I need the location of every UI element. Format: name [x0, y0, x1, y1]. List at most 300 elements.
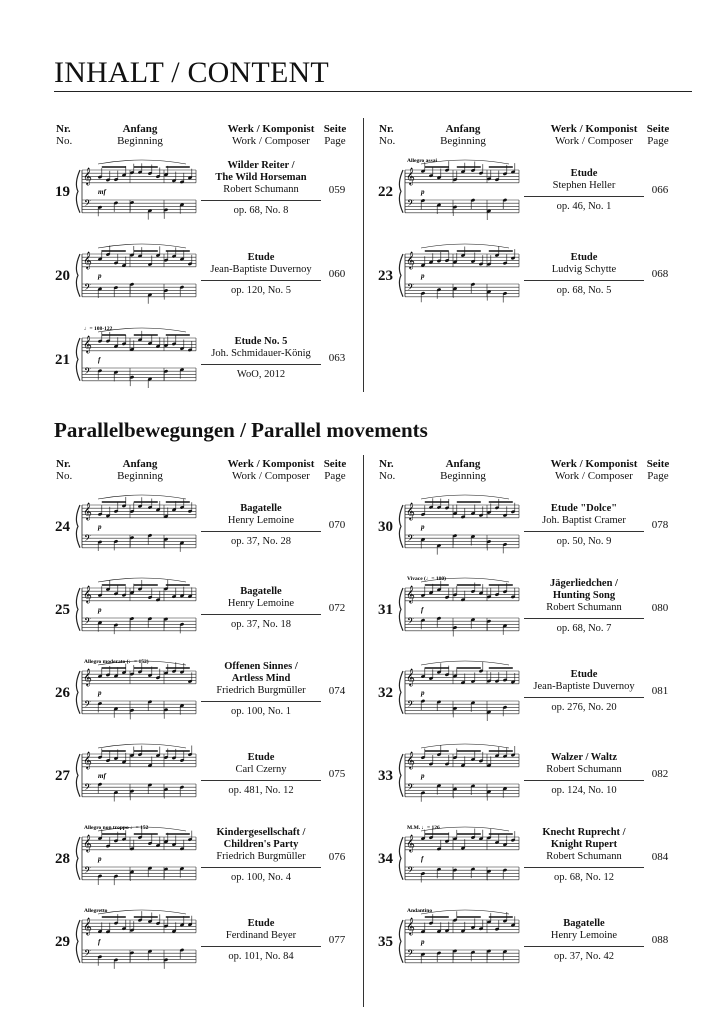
entry-work-info	[524, 827, 644, 884]
work-title: Knight Rupert	[550, 839, 618, 850]
brace	[76, 837, 80, 880]
bass-clef-icon: 𝄢	[84, 198, 92, 211]
work-title: Etude	[570, 669, 598, 680]
entry-score	[72, 657, 198, 731]
treble-clef-icon: 𝄞	[406, 917, 415, 935]
composer-name: Friedrich Burgmüller	[216, 685, 306, 696]
column-header-work	[211, 123, 331, 147]
opus-number: op. 37, No. 18	[201, 614, 321, 631]
content-entry	[52, 574, 357, 654]
music-incipit	[72, 740, 198, 814]
entry-score	[72, 823, 198, 897]
column-header-nr	[379, 458, 403, 482]
composer-name: Friedrich Burgmüller	[216, 851, 306, 862]
entry-work-info	[201, 752, 321, 797]
staff-system	[399, 751, 519, 797]
content-entry	[375, 823, 680, 903]
notes	[98, 495, 193, 552]
dynamic-marking: p	[98, 854, 102, 863]
page-number: 080	[651, 602, 669, 614]
treble-clef-icon: 𝄞	[83, 335, 92, 353]
treble-clef-icon: 𝄞	[406, 585, 415, 603]
music-incipit	[395, 657, 521, 731]
column-header-work-de: Werk / Komponist	[227, 123, 315, 135]
slur	[421, 495, 509, 499]
content-entry	[375, 906, 680, 986]
composer-name: Robert Schumann	[546, 764, 622, 775]
entry-number: 28	[55, 851, 70, 867]
entry-work-info	[524, 918, 644, 963]
composer-name: Stephen Heller	[552, 180, 616, 191]
treble-clef-icon: 𝄞	[83, 668, 92, 686]
work-title: Etude	[247, 252, 275, 263]
staff-system	[399, 251, 519, 297]
opus-number: op. 276, No. 20	[524, 697, 644, 714]
entry-work-info	[524, 669, 644, 714]
bass-clef-icon: 𝄢	[407, 865, 415, 878]
entry-number: 34	[378, 851, 393, 867]
entry-number: 26	[55, 685, 70, 701]
column-header-page	[641, 458, 675, 482]
entry-number: 35	[378, 934, 393, 950]
opus-number: op. 120, No. 5	[201, 280, 321, 297]
music-incipit	[395, 906, 521, 980]
column-header-page-de: Seite	[323, 123, 347, 135]
entry-work-info	[201, 661, 321, 718]
work-title: Bagatelle	[240, 503, 282, 514]
notes	[421, 495, 516, 555]
entry-number: 31	[378, 602, 393, 618]
column-header-beginning-de: Anfang	[445, 123, 481, 135]
entry-score	[72, 156, 198, 230]
dynamic-marking: f	[98, 355, 101, 364]
section-title: Parallelbewegungen / Parallel movements	[54, 418, 428, 442]
opus-number: op. 37, No. 28	[201, 531, 321, 548]
work-title: Bagatelle	[240, 586, 282, 597]
opus-number: op. 481, No. 12	[201, 780, 321, 797]
opus-number: WoO, 2012	[201, 364, 321, 381]
work-title: Walzer / Waltz	[550, 752, 618, 763]
column-header-beginning-de: Anfang	[122, 123, 158, 135]
bass-clef-icon: 𝄢	[84, 282, 92, 295]
column-header-nr-en: No.	[379, 470, 396, 482]
tempo-marking: Allegro non troppo ♩= 152	[84, 825, 149, 831]
brace	[399, 254, 403, 297]
staff-system	[76, 167, 196, 213]
composer-name: Robert Schumann	[223, 184, 299, 195]
bass-clef-icon: 𝄢	[407, 282, 415, 295]
column-header-nr-de: Nr.	[379, 123, 394, 135]
column-header-page	[318, 458, 352, 482]
entry-work-info	[524, 252, 644, 297]
bass-clef-icon: 𝄢	[84, 782, 92, 795]
content-entry	[52, 491, 357, 571]
entry-number: 20	[55, 268, 70, 284]
entry-score	[72, 240, 198, 314]
column-header-work-en: Work / Composer	[555, 470, 633, 482]
column-header-beginning	[100, 123, 180, 147]
work-title: Bagatelle	[563, 918, 605, 929]
tempo-marking: Allegro moderato (♩= 152)	[84, 659, 149, 665]
dynamic-marking: p	[421, 187, 425, 196]
column-header-work	[534, 123, 654, 147]
content-entry	[52, 156, 357, 236]
bass-clef-icon: 𝄢	[407, 533, 415, 546]
column-header-beginning-en: Beginning	[117, 135, 163, 147]
entry-number: 32	[378, 685, 393, 701]
column-header-page-de: Seite	[646, 458, 670, 470]
column-header-work-de: Werk / Komponist	[550, 458, 638, 470]
staff-system	[76, 335, 196, 381]
music-incipit	[72, 823, 198, 897]
entry-score	[395, 491, 521, 565]
staff-system	[76, 917, 196, 963]
bass-clef-icon: 𝄢	[407, 699, 415, 712]
column-header-beginning	[100, 458, 180, 482]
entry-score	[72, 740, 198, 814]
page-number: 088	[651, 934, 669, 946]
column-header-nr-en: No.	[379, 135, 396, 147]
column-header-page-de: Seite	[323, 458, 347, 470]
page-number: 070	[328, 519, 346, 531]
content-entry	[375, 657, 680, 737]
entry-score	[72, 574, 198, 648]
treble-clef-icon: 𝄞	[406, 167, 415, 185]
entry-work-info	[201, 336, 321, 381]
composer-name: Jean-Baptiste Duvernoy	[533, 681, 635, 692]
page-number: 076	[328, 851, 346, 863]
work-title: Jägerliedchen /	[550, 578, 618, 589]
slur	[421, 744, 509, 748]
page-number: 077	[328, 934, 346, 946]
treble-clef-icon: 𝄞	[83, 585, 92, 603]
dynamic-marking: p	[421, 271, 425, 280]
entry-work-info	[524, 168, 644, 213]
entry-number: 23	[378, 268, 393, 284]
notes	[421, 744, 516, 802]
brace	[399, 505, 403, 548]
page-number: 081	[651, 685, 669, 697]
entry-number: 30	[378, 519, 393, 535]
dynamic-marking: p	[421, 771, 425, 780]
column-header-page-en: Page	[324, 470, 346, 482]
bass-clef-icon: 𝄢	[84, 865, 92, 878]
bass-clef-icon: 𝄢	[84, 366, 92, 379]
entry-work-info	[201, 918, 321, 963]
opus-number: op. 100, No. 4	[201, 867, 321, 884]
entry-work-info	[201, 503, 321, 548]
slur	[421, 661, 509, 665]
column-header-beginning-de: Anfang	[445, 458, 481, 470]
page-number: 060	[328, 268, 346, 280]
staff-system	[399, 834, 519, 880]
entry-score	[395, 156, 521, 230]
dynamic-marking: mf	[98, 771, 106, 780]
entry-number: 29	[55, 934, 70, 950]
tempo-marking: ♩= 108-122	[84, 326, 113, 332]
bass-clef-icon: 𝄢	[407, 198, 415, 211]
music-incipit	[395, 156, 521, 230]
staff-system	[76, 585, 196, 631]
column-header-work-de: Werk / Komponist	[227, 458, 315, 470]
composer-name: Joh. Baptist Cramer	[542, 515, 626, 526]
column-header-page-de: Seite	[646, 123, 670, 135]
column-header-nr-de: Nr.	[56, 458, 71, 470]
entry-work-info	[201, 252, 321, 297]
music-incipit	[395, 491, 521, 565]
entry-work-info	[201, 827, 321, 884]
work-title: Etude	[570, 252, 598, 263]
notes	[98, 578, 193, 634]
column-header-beginning	[423, 458, 503, 482]
treble-clef-icon: 𝄞	[406, 668, 415, 686]
entry-work-info	[201, 160, 321, 217]
tempo-marking: Vivace (♩= 100)	[407, 576, 446, 582]
work-title: Etude	[247, 752, 275, 763]
notes	[98, 744, 193, 801]
dynamic-marking: p	[98, 522, 102, 531]
staff-system	[399, 167, 519, 213]
content-entry	[52, 740, 357, 820]
content-entry	[52, 324, 357, 404]
brace	[76, 505, 80, 548]
opus-number: op. 100, No. 1	[201, 701, 321, 718]
content-entry	[375, 240, 680, 320]
work-title: Etude	[247, 918, 275, 929]
music-incipit	[72, 240, 198, 314]
treble-clef-icon: 𝄞	[83, 834, 92, 852]
staff-system	[76, 751, 196, 797]
entry-score	[72, 906, 198, 980]
content-entry	[375, 156, 680, 236]
brace	[399, 920, 403, 963]
column-header-work	[211, 458, 331, 482]
page-number: 059	[328, 184, 346, 196]
dynamic-marking: p	[98, 271, 102, 280]
treble-clef-icon: 𝄞	[83, 751, 92, 769]
column-header-nr-de: Nr.	[56, 123, 71, 135]
entry-score	[395, 906, 521, 980]
staff-system	[76, 668, 196, 714]
opus-number: op. 124, No. 10	[524, 780, 644, 797]
entry-number: 25	[55, 602, 70, 618]
page-number: 072	[328, 602, 346, 614]
content-entry	[375, 491, 680, 571]
dynamic-marking: f	[98, 937, 101, 946]
brace	[399, 588, 403, 631]
page-number: 075	[328, 768, 346, 780]
music-incipit	[395, 740, 521, 814]
brace	[76, 170, 80, 213]
work-title: Kindergesellschaft /	[216, 827, 306, 838]
composer-name: Ludvig Schytte	[551, 264, 617, 275]
content-entry	[52, 823, 357, 903]
entry-number: 19	[55, 184, 70, 200]
content-entry	[375, 740, 680, 820]
tempo-marking: Andantino	[407, 908, 433, 914]
notes	[98, 244, 193, 304]
entry-score	[72, 491, 198, 565]
work-title: Hunting Song	[552, 590, 616, 601]
dynamic-marking: p	[421, 688, 425, 697]
column-header-page-en: Page	[324, 135, 346, 147]
column-header-page-en: Page	[647, 135, 669, 147]
opus-number: op. 37, No. 42	[524, 946, 644, 963]
brace	[76, 671, 80, 714]
music-incipit	[395, 574, 521, 648]
column-header-page-en: Page	[647, 470, 669, 482]
brace	[76, 754, 80, 797]
brace	[399, 671, 403, 714]
entry-number: 21	[55, 352, 70, 368]
composer-name: Robert Schumann	[546, 602, 622, 613]
opus-number: op. 46, No. 1	[524, 196, 644, 213]
brace	[76, 920, 80, 963]
work-title: Knecht Ruprecht /	[542, 827, 626, 838]
column-header-nr-en: No.	[56, 135, 73, 147]
work-title: Artless Mind	[231, 673, 291, 684]
composer-name: Carl Czerny	[235, 764, 287, 775]
work-title: The Wild Horseman	[215, 172, 307, 183]
brace	[399, 754, 403, 797]
entry-score	[395, 740, 521, 814]
notes	[421, 827, 516, 883]
content-entry	[52, 657, 357, 737]
staff-system	[76, 502, 196, 548]
music-incipit	[72, 657, 198, 731]
opus-number: op. 101, No. 84	[201, 946, 321, 963]
column-header-work	[534, 458, 654, 482]
column-header-page	[641, 123, 675, 147]
entry-number: 22	[378, 184, 393, 200]
entry-work-info	[524, 503, 644, 548]
entry-work-info	[524, 578, 644, 635]
tempo-marking: M.M. ♩= 126	[407, 825, 440, 831]
column-header-beginning	[423, 123, 503, 147]
music-incipit	[395, 823, 521, 897]
staff-system	[399, 585, 519, 631]
staff-system	[76, 251, 196, 297]
brace	[399, 170, 403, 213]
column-header-work-en: Work / Composer	[232, 470, 310, 482]
entry-work-info	[201, 586, 321, 631]
column-header-beginning-en: Beginning	[440, 470, 486, 482]
slur	[421, 910, 509, 914]
brace	[76, 338, 80, 381]
opus-number: op. 50, No. 9	[524, 531, 644, 548]
title-rule	[54, 91, 692, 92]
dynamic-marking: mf	[98, 187, 106, 196]
music-incipit	[72, 574, 198, 648]
work-title: Children's Party	[223, 839, 299, 850]
bass-clef-icon: 𝄢	[84, 533, 92, 546]
dynamic-marking: p	[421, 937, 425, 946]
column-header-work-en: Work / Composer	[555, 135, 633, 147]
composer-name: Joh. Schmidauer-König	[211, 348, 311, 359]
dynamic-marking: p	[98, 605, 102, 614]
column-header-work-en: Work / Composer	[232, 135, 310, 147]
treble-clef-icon: 𝄞	[406, 251, 415, 269]
entry-score	[395, 657, 521, 731]
content-entry	[52, 906, 357, 986]
bass-clef-icon: 𝄢	[84, 699, 92, 712]
bass-clef-icon: 𝄢	[407, 782, 415, 795]
dynamic-marking: f	[421, 605, 424, 614]
entry-score	[395, 574, 521, 648]
brace	[76, 254, 80, 297]
work-title: Etude	[570, 168, 598, 179]
page-number: 078	[651, 519, 669, 531]
entry-score	[395, 823, 521, 897]
treble-clef-icon: 𝄞	[406, 834, 415, 852]
column-header-beginning-en: Beginning	[440, 135, 486, 147]
notes	[421, 160, 516, 220]
entry-number: 33	[378, 768, 393, 784]
column-header-work-de: Werk / Komponist	[550, 123, 638, 135]
bass-clef-icon: 𝄢	[84, 616, 92, 629]
content-entry	[52, 240, 357, 320]
staff-system	[399, 502, 519, 548]
entry-work-info	[524, 752, 644, 797]
column-header-nr	[56, 458, 80, 482]
bass-clef-icon: 𝄢	[84, 948, 92, 961]
page-number: 074	[328, 685, 346, 697]
composer-name: Robert Schumann	[546, 851, 622, 862]
composer-name: Henry Lemoine	[227, 515, 295, 526]
opus-number: op. 68, No. 8	[201, 200, 321, 217]
dynamic-marking: p	[421, 522, 425, 531]
entry-number: 27	[55, 768, 70, 784]
work-title: Wilder Reiter /	[227, 160, 295, 171]
notes	[98, 910, 193, 969]
notes	[98, 328, 193, 388]
music-incipit	[72, 906, 198, 980]
entry-score	[72, 324, 198, 398]
music-incipit	[395, 240, 521, 314]
treble-clef-icon: 𝄞	[83, 167, 92, 185]
page-number: 068	[651, 268, 669, 280]
page-number: 082	[651, 768, 669, 780]
page-title: INHALT / CONTENT	[54, 56, 329, 89]
notes	[421, 661, 516, 721]
column-header-page	[318, 123, 352, 147]
work-title: Etude "Dolce"	[550, 503, 618, 514]
content-entry	[375, 574, 680, 654]
column-header-beginning-en: Beginning	[117, 470, 163, 482]
page-number: 084	[651, 851, 669, 863]
dynamic-marking: f	[421, 854, 424, 863]
column-header-beginning-de: Anfang	[122, 458, 158, 470]
staff-system	[76, 834, 196, 880]
page-number: 063	[328, 352, 346, 364]
composer-name: Henry Lemoine	[227, 598, 295, 609]
tempo-marking: Allegro assai	[407, 158, 437, 164]
notes	[98, 160, 193, 220]
tempo-marking: Allegretto	[84, 908, 108, 914]
music-incipit	[72, 324, 198, 398]
column-header-nr-en: No.	[56, 470, 73, 482]
work-title: Offenen Sinnes /	[224, 661, 298, 672]
composer-name: Jean-Baptiste Duvernoy	[210, 264, 312, 275]
work-title: Etude No. 5	[234, 336, 288, 347]
staff-system	[399, 668, 519, 714]
staff-system	[399, 917, 519, 963]
column-header-nr-de: Nr.	[379, 458, 394, 470]
brace	[76, 588, 80, 631]
page-number: 066	[651, 184, 669, 196]
dynamic-marking: p	[98, 688, 102, 697]
brace	[399, 837, 403, 880]
